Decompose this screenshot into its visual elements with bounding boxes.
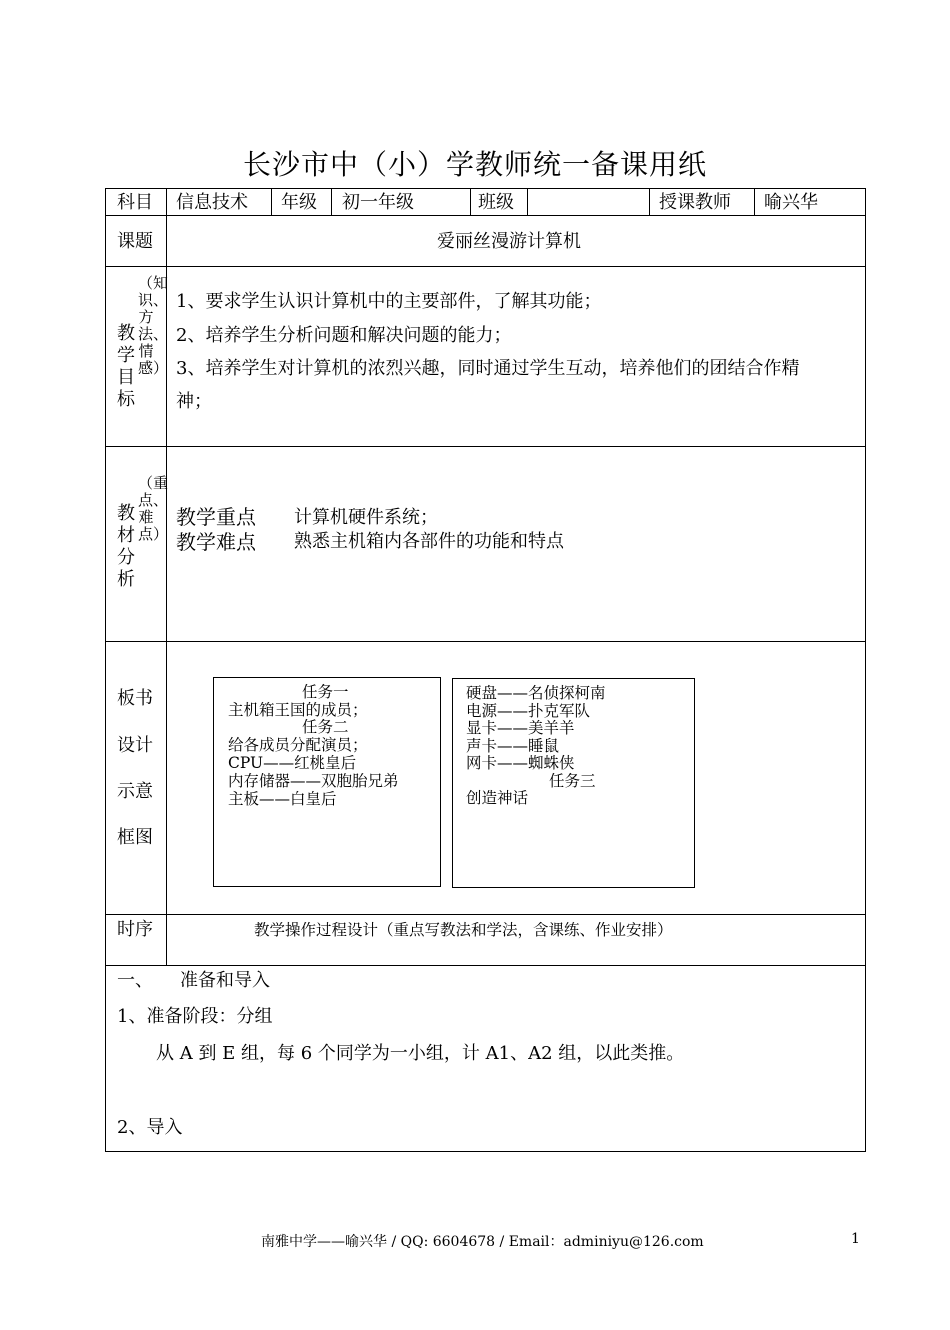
board-line: 内存储器——双胞胎兄弟 <box>228 772 399 790</box>
board-line: 显卡——美羊羊 <box>466 719 575 737</box>
process-line: 1、准备阶段：分组 <box>117 1006 273 1027</box>
board-line: 给各成员分配演员； <box>228 736 368 754</box>
board-line: 任务二 <box>302 718 349 736</box>
difficult-point-label: 教学难点 <box>176 530 256 554</box>
board-line: 声卡——睡鼠 <box>466 737 560 755</box>
teacher-value: 喻兴华 <box>764 192 818 213</box>
board-line: 电源——扑克军队 <box>466 702 591 720</box>
grade-value: 初一年级 <box>342 192 414 213</box>
goal-item: 3、培养学生对计算机的浓烈兴趣，同时通过学生互动，培养他们的团结合作精 <box>176 358 800 379</box>
grade-label: 年级 <box>281 192 317 213</box>
goals-label: 教学目标 <box>117 323 135 410</box>
goal-item: 神； <box>176 391 212 412</box>
teacher-label: 授课教师 <box>659 192 731 213</box>
process-line: 一、 准备和导入 <box>117 970 270 991</box>
page-title: 长沙市中（小）学教师统一备课用纸 <box>242 148 707 181</box>
goal-item: 1、要求学生认识计算机中的主要部件，了解其功能； <box>176 291 602 312</box>
board-line: 任务一 <box>302 683 349 701</box>
board-line: 网卡——蜘蛛侠 <box>466 754 575 772</box>
board-box-right <box>452 678 695 888</box>
analysis-sublabel: （重点、难点） <box>138 474 169 543</box>
board-line: 创造神话 <box>466 789 529 807</box>
subject-label: 科目 <box>117 192 153 213</box>
process-heading: 教学操作过程设计（重点写教法和学法，含课练、作业安排） <box>254 921 673 939</box>
process-line: 2、导入 <box>117 1117 183 1138</box>
lesson-plan-table <box>105 188 866 1152</box>
subject-value: 信息技术 <box>176 192 248 213</box>
time-sequence-label: 时序 <box>117 919 153 940</box>
board-line: 主板——白皇后 <box>228 790 337 808</box>
lesson-title: 爱丽丝漫游计算机 <box>437 231 581 252</box>
goals-sublabel: （知识、方法、情感） <box>138 274 169 377</box>
analysis-label: 教材分析 <box>117 503 135 590</box>
board-box-left <box>213 677 441 887</box>
board-label-line: 板书 <box>117 688 153 709</box>
key-point-value: 计算机硬件系统； <box>294 507 438 528</box>
board-line: 任务三 <box>549 772 596 790</box>
board-line: 硬盘——名侦探柯南 <box>466 684 606 702</box>
goal-item: 2、培养学生分析问题和解决问题的能力； <box>176 325 512 346</box>
board-label-line: 框图 <box>117 827 153 848</box>
page-number: 1 <box>851 1231 860 1247</box>
board-label-line: 示意 <box>117 781 153 802</box>
difficult-point-value: 熟悉主机箱内各部件的功能和特点 <box>294 531 564 552</box>
board-line: CPU——红桃皇后 <box>228 754 357 772</box>
key-point-label: 教学重点 <box>176 505 256 529</box>
footer-text: 南雅中学——喻兴华 / QQ: 6604678 / Email：adminiyu@126.com <box>261 1234 704 1250</box>
board-label-line: 设计 <box>117 735 153 756</box>
lesson-label: 课题 <box>117 231 153 252</box>
board-line: 主机箱王国的成员； <box>228 701 368 719</box>
process-line: 从 A 到 E 组，每 6 个同学为一小组，计 A1、A2 组，以此类推。 <box>156 1043 685 1064</box>
class-label: 班级 <box>478 192 514 213</box>
